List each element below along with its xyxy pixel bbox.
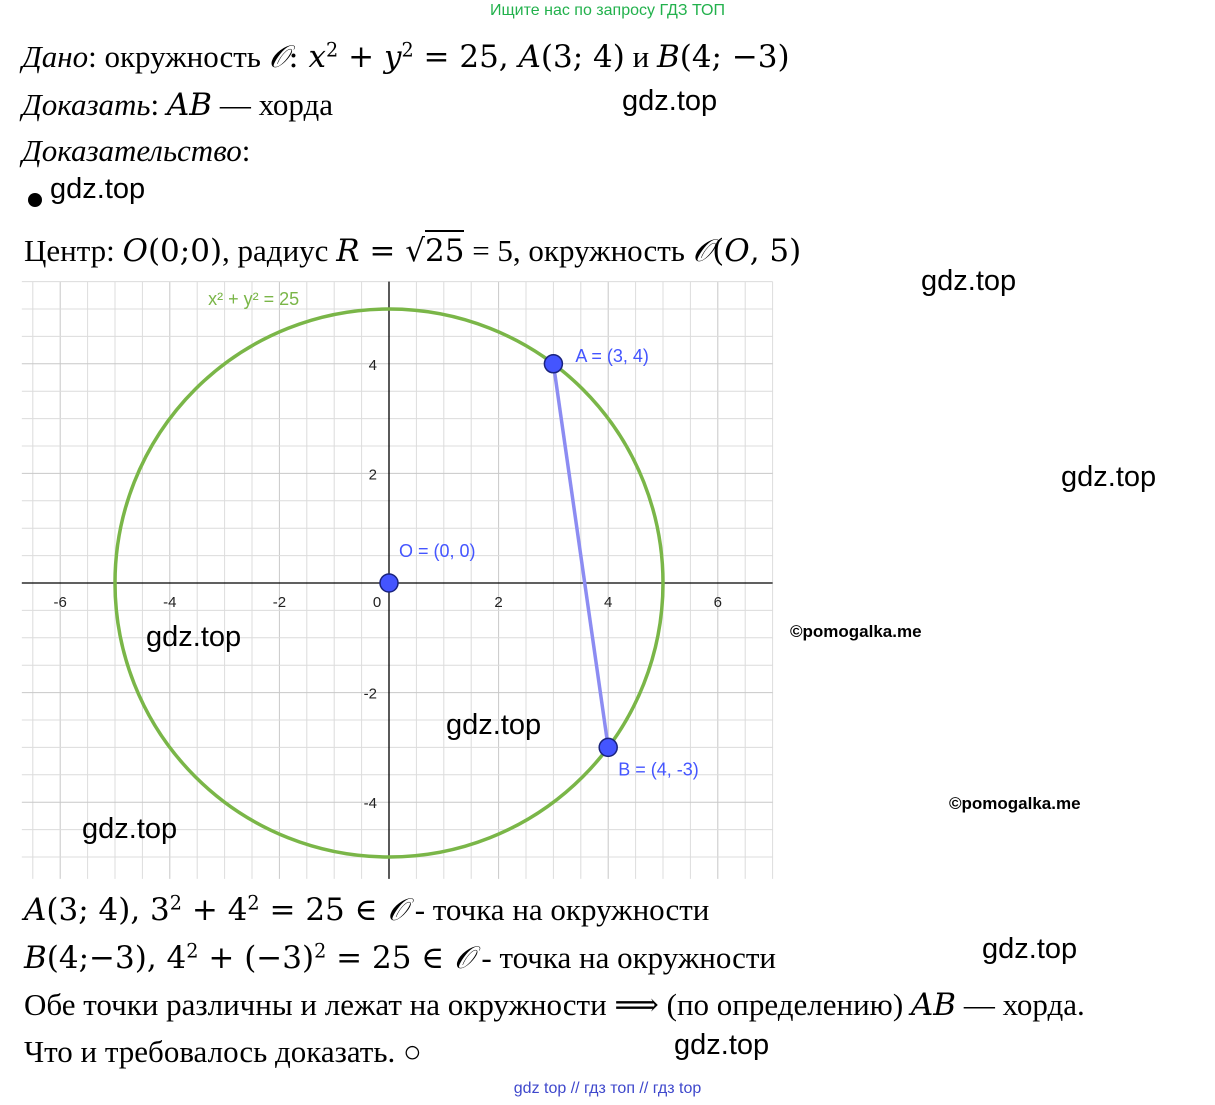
plus-sign: + bbox=[198, 940, 245, 976]
segment-ab: AB bbox=[910, 987, 957, 1023]
circle-symbol: 𝒪 bbox=[268, 39, 289, 75]
watermark-pomogalka: ©pomogalka.me bbox=[790, 622, 922, 641]
center-text-4: , 5) bbox=[749, 233, 802, 269]
conclusion-text-2: — хорда. bbox=[956, 987, 1085, 1022]
watermark-gdz: gdz.top bbox=[146, 621, 242, 653]
check-b-base-2: (−3) bbox=[244, 940, 315, 976]
watermark-gdz: gdz.top bbox=[674, 1029, 770, 1061]
segment-ab: AB bbox=[166, 87, 213, 123]
point-a-marker bbox=[544, 355, 562, 373]
circle-symbol: 𝒪 bbox=[692, 233, 713, 269]
x-tick-label: -4 bbox=[163, 594, 177, 611]
center-line bbox=[24, 233, 801, 269]
exponent: 2 bbox=[401, 38, 414, 62]
exponent: 2 bbox=[326, 38, 339, 62]
check-a-eq: = 25 ∈ bbox=[259, 892, 388, 928]
watermark-pomogalka: ©pomogalka.me bbox=[949, 794, 1081, 813]
point-a-name: A bbox=[518, 39, 541, 75]
point-a-name: A bbox=[24, 892, 47, 928]
watermark-gdz: gdz.top bbox=[82, 813, 178, 845]
center-o: O bbox=[122, 233, 148, 269]
bullet-dot bbox=[28, 193, 42, 207]
center-text-3: = 5, окружность bbox=[464, 233, 693, 268]
check-b-line bbox=[24, 940, 776, 976]
center-o-2: O bbox=[724, 233, 750, 269]
x-tick-label: -2 bbox=[272, 594, 287, 611]
point-b-name: B bbox=[24, 940, 47, 976]
proof-label: Доказательство bbox=[22, 133, 242, 168]
prove-colon: : bbox=[150, 87, 167, 122]
plus-sign: + bbox=[182, 892, 228, 928]
check-a-text: - точка на окружности bbox=[406, 892, 710, 927]
given-line bbox=[22, 39, 790, 75]
exponent: 2 bbox=[186, 939, 199, 963]
circle-symbol: 𝒪 bbox=[454, 940, 474, 976]
coordinate-plot bbox=[0, 270, 800, 880]
check-b-text: - точка на окружности bbox=[473, 940, 776, 975]
x-tick-label: 0 bbox=[372, 594, 382, 611]
given-label: Дано bbox=[22, 39, 89, 74]
center-coords: (0;0) bbox=[147, 233, 223, 269]
check-b-base-1: 4 bbox=[166, 940, 187, 976]
check-a-line bbox=[24, 892, 709, 928]
var-x: x bbox=[308, 39, 327, 75]
point-a-coords: (3; 4) bbox=[540, 39, 625, 75]
equals: = bbox=[359, 233, 406, 269]
plot-marks bbox=[115, 289, 699, 857]
watermark-gdz: gdz.top bbox=[446, 709, 542, 741]
y-tick-label: 4 bbox=[368, 356, 377, 374]
watermark-gdz: gdz.top bbox=[50, 173, 146, 205]
exponent: 2 bbox=[247, 891, 260, 915]
sqrt-radicand: 25 bbox=[425, 230, 464, 269]
watermark-gdz: gdz.top bbox=[1061, 461, 1157, 493]
point-o-label: O = (0, 0) bbox=[399, 541, 476, 561]
check-a-base-1: 3 bbox=[150, 892, 170, 928]
equation-rhs: = 25, bbox=[413, 39, 519, 75]
exponent: 2 bbox=[314, 939, 327, 963]
prove-line bbox=[22, 87, 333, 123]
x-tick-label: 4 bbox=[604, 594, 613, 611]
point-b-coords: (4; −3) bbox=[679, 39, 790, 75]
x-tick-label: 2 bbox=[494, 594, 503, 611]
point-b-marker bbox=[599, 738, 617, 756]
proof-colon: : bbox=[241, 133, 251, 168]
conclusion-text-1: Обе точки различны и лежат на окружности ⟹ (по определению) bbox=[24, 987, 911, 1022]
watermark-gdz: gdz.top bbox=[921, 265, 1017, 297]
watermark-gdz: gdz.top bbox=[982, 933, 1078, 965]
sqrt-sign: √ bbox=[405, 233, 425, 269]
circle-symbol: 𝒪 bbox=[387, 892, 407, 928]
check-a-base-2: 4 bbox=[227, 892, 248, 928]
bottom-links[interactable]: gdz top // гдз топ // гдз top bbox=[513, 1080, 702, 1097]
circle-equation-label: x² + y² = 25 bbox=[208, 289, 300, 310]
given-sep: : bbox=[288, 39, 309, 75]
x-tick-label: 6 bbox=[713, 594, 722, 611]
y-tick-label: 2 bbox=[368, 466, 377, 484]
point-b-label: B = (4, -3) bbox=[618, 759, 699, 780]
y-tick-label: -2 bbox=[363, 685, 377, 703]
qed-line: Что и требовалось доказать. ○ bbox=[24, 1034, 422, 1069]
radius-r: R bbox=[336, 233, 360, 269]
center-text-2: , радиус bbox=[222, 233, 337, 268]
prove-text: — хорда bbox=[212, 87, 334, 122]
point-b-name: B bbox=[656, 39, 680, 75]
and-word: и bbox=[624, 39, 657, 74]
conclusion-line bbox=[24, 987, 1085, 1023]
point-o-marker bbox=[380, 574, 398, 592]
x-tick-label: -6 bbox=[53, 594, 67, 611]
check-a-coords: (3; 4), bbox=[46, 892, 151, 928]
search-banner: Ищите нас по запросу ГДЗ ТОП bbox=[490, 2, 725, 19]
center-text-1: Центр: bbox=[24, 233, 123, 268]
proof-heading bbox=[22, 133, 250, 169]
paren-open: ( bbox=[712, 233, 725, 269]
check-b-eq: = 25 ∈ bbox=[326, 940, 455, 976]
given-text: : окружность bbox=[88, 39, 269, 74]
exponent: 2 bbox=[169, 891, 182, 915]
y-tick-label: -4 bbox=[363, 795, 377, 813]
point-a-label: A = (3, 4) bbox=[575, 345, 649, 366]
var-y: y bbox=[383, 39, 402, 75]
watermark-gdz: gdz.top bbox=[622, 85, 718, 117]
plus-sign: + bbox=[338, 39, 384, 75]
prove-label: Доказать bbox=[22, 87, 151, 122]
check-b-coords: (4;−3), bbox=[46, 940, 167, 976]
